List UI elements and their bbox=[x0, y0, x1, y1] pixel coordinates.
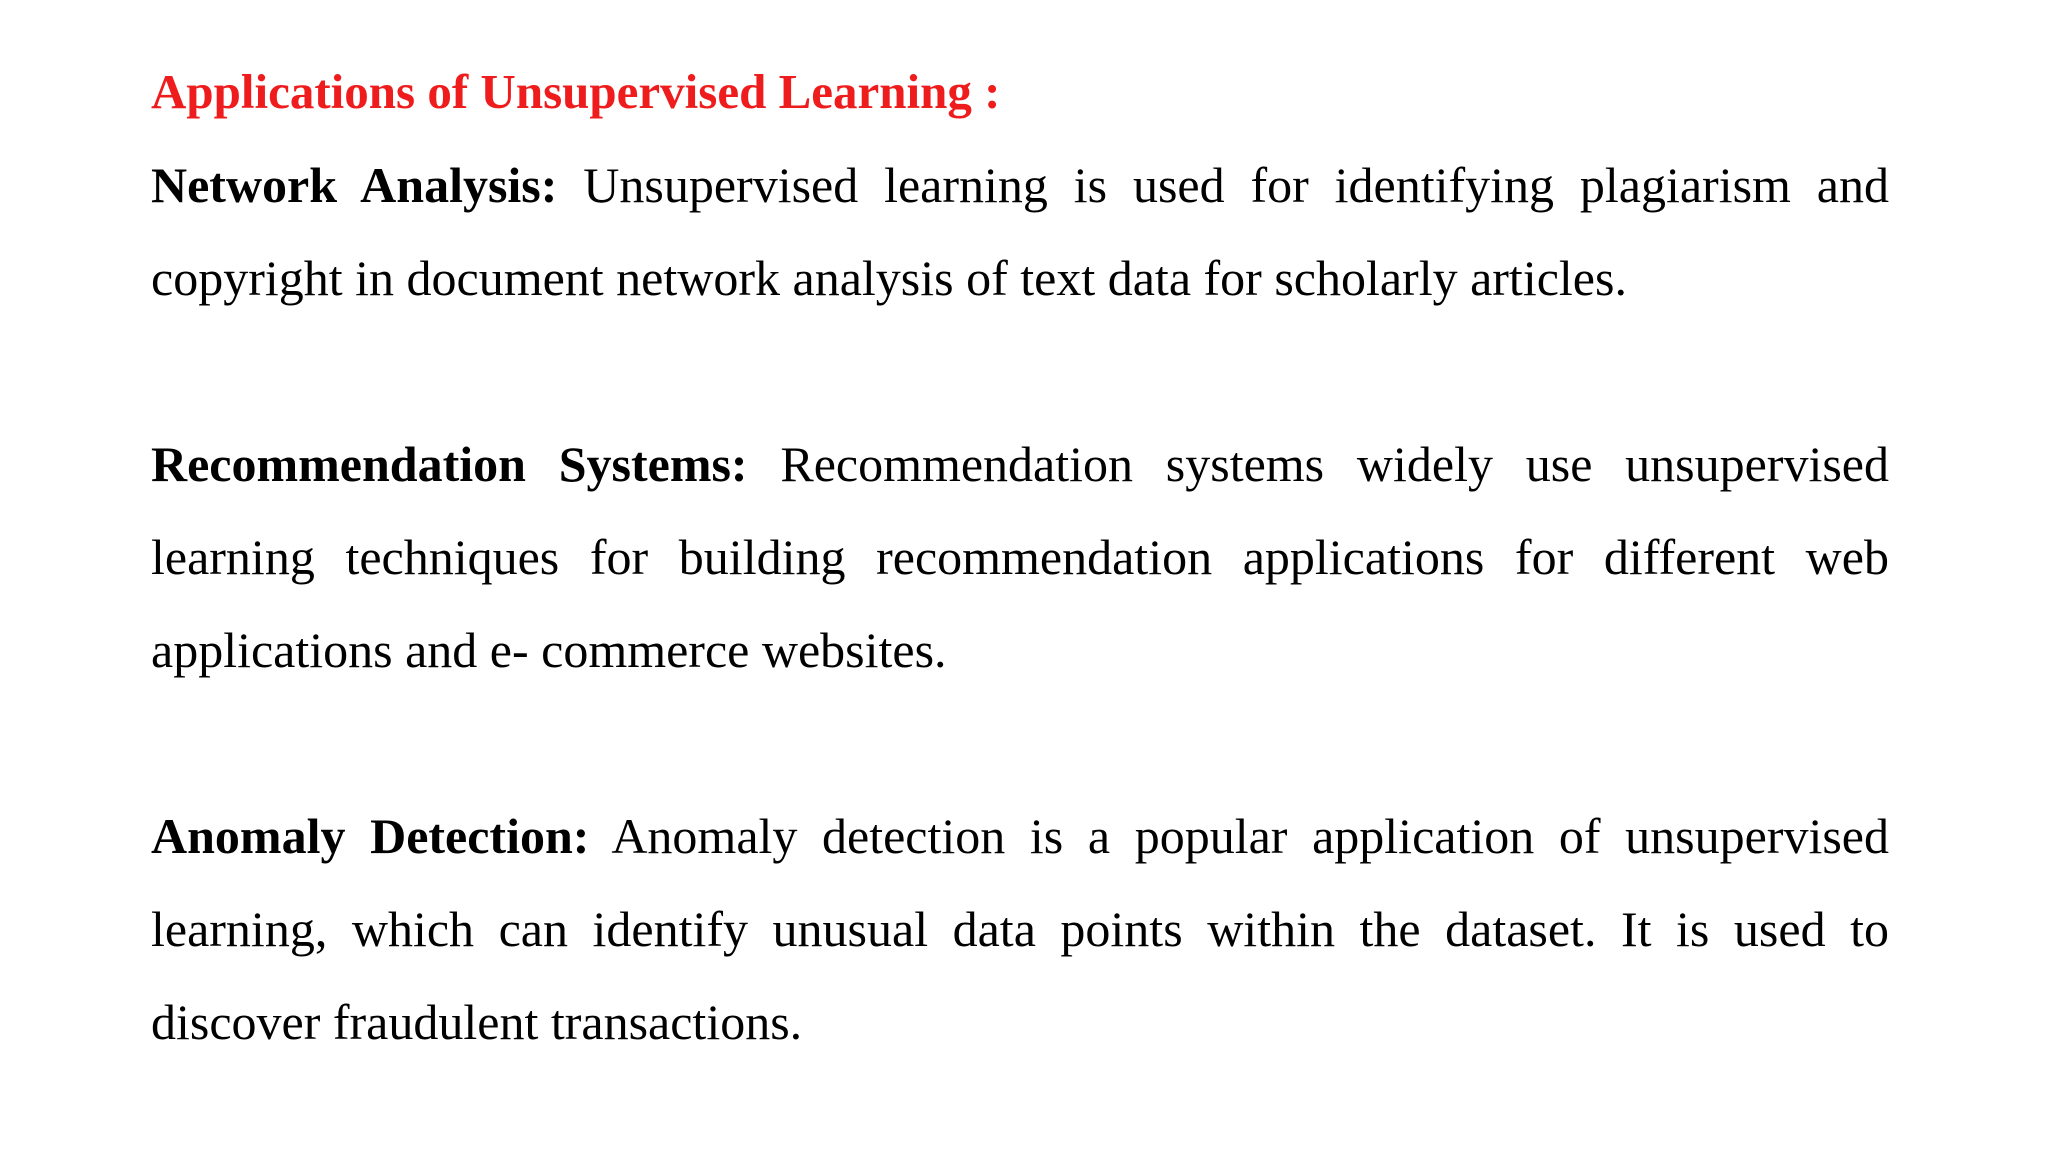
page-heading: Applications of Unsupervised Learning : bbox=[151, 64, 1001, 119]
document-page bbox=[151, 56, 1889, 1069]
section-term: Anomaly Detection: bbox=[151, 808, 590, 864]
section-text: Recommendation systems widely use unsupervised learning techniques for building recommendation applications for different web applications and e- commerce websites. bbox=[151, 436, 1889, 678]
section-network-analysis bbox=[151, 139, 1889, 325]
section-term: Recommendation Systems: bbox=[151, 436, 748, 492]
section-recommendation-systems bbox=[151, 418, 1889, 697]
section-text: Unsupervised learning is used for identifying plagiarism and copyright in document network analysis of text data for scholarly articles. bbox=[151, 157, 1889, 306]
section-text: Anomaly detection is a popular application of unsupervised learning, which can identify unusual data points within the dataset. It is used to discover fraudulent transactions. bbox=[151, 808, 1889, 1050]
section-term: Network Analysis: bbox=[151, 157, 558, 213]
section-anomaly-detection bbox=[151, 790, 1889, 1069]
